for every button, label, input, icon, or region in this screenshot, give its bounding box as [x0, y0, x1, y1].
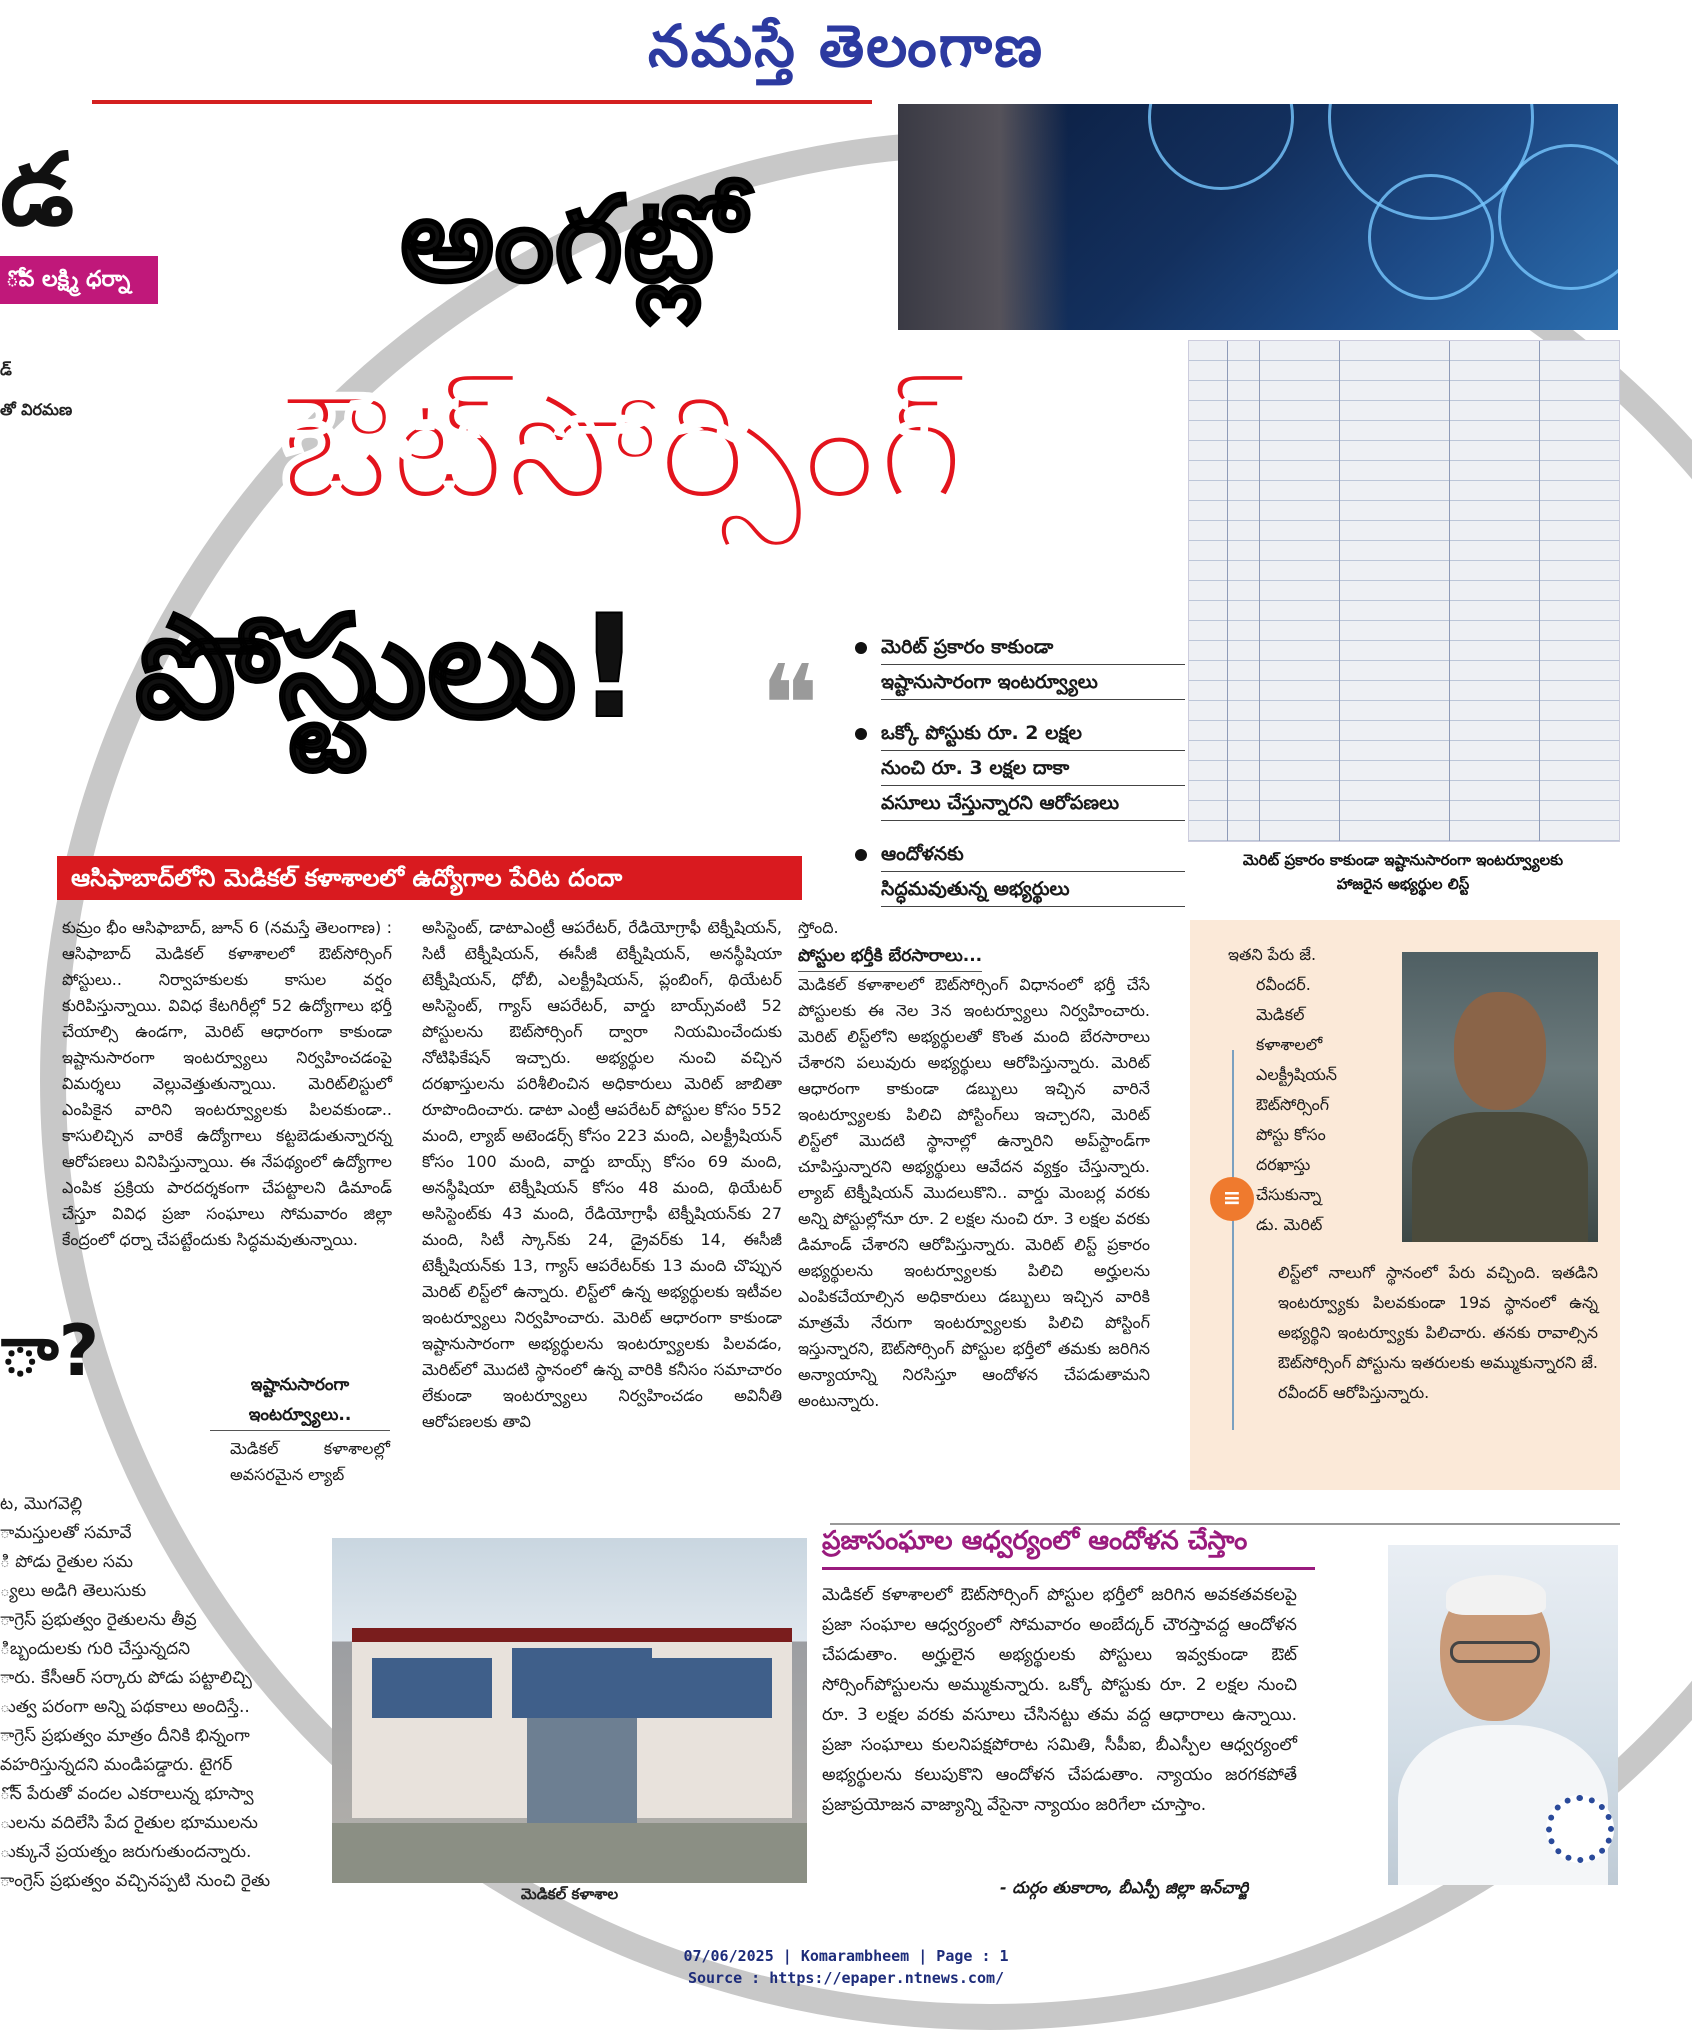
merit-photo-caption	[1188, 848, 1618, 896]
masthead	[0, 0, 1692, 100]
building-window	[512, 1648, 652, 1718]
college-building-photo	[332, 1538, 807, 1883]
left-text-line: ి పోడు రైతుల సమ	[0, 1552, 133, 1572]
bullet-item	[855, 630, 1185, 700]
col3-lead: స్తోంది.	[798, 918, 839, 937]
masthead-title: నమస్తే తెలంగాణ	[648, 12, 1044, 80]
left-text-line: ్యలు అడిగి తెలుసుకు	[0, 1581, 147, 1601]
page-footer	[0, 1945, 1692, 1989]
list-column-rule	[1539, 341, 1540, 841]
tech-header-image	[898, 104, 1618, 330]
left-text-line: ాగ్రెస్ ప్రభుత్వం మాత్రం దీనికి భిన్నంగా	[0, 1726, 250, 1746]
bullet-line: సిద్ధమవుతున్న అభ్యర్థులు	[881, 872, 1185, 907]
list-column-rule	[1449, 341, 1450, 841]
left-fragment-question: ా?	[0, 1310, 100, 1392]
person-line: దరఖాస్తు	[1256, 1155, 1311, 1174]
left-text-line: ాంగ్రెస్ ప్రభుత్వం వచ్చినప్పటి నుంచి రైతు	[0, 1871, 271, 1891]
quote-mark-icon: ❝	[760, 641, 820, 769]
person-photo	[1402, 952, 1598, 1242]
article-column-3	[798, 915, 1150, 1414]
left-text-line: ులను వదిలేసి పేద రైతుల భూములను	[0, 1813, 258, 1833]
person-text-wide: లిస్ట్‌లో నాలుగో స్థానంలో పేరు వచ్చింది. ఇతడిని ఇంటర్వ్యూకు పిలవకుండా 19వ స్థానంలో ఉన్న అభ్యర్థిని ఇంటర్వ్యూకు పిలిచారు. తనకు రావాల్సిన ఔట్‌సోర్సింగ్ పోస్టును ఇతరులకు అమ్ముకున్నారని జే. రవీందర్ ఆరోపిస్తున్నారు.	[1278, 1263, 1598, 1402]
bullet-line: ఒక్కో పోస్టుకు రూ. 2 లక్షల	[881, 716, 1185, 751]
list-column-rule	[1227, 341, 1228, 841]
col3-text: మెడికల్ కళాశాలలో ఔట్‌సోర్సింగ్ విధానంలో భర్తీ చేసే పోస్టులకు ఈ నెల 3న ఇంటర్వ్యూలు నిర్వహించారు. మెరిట్ లిస్ట్‌లోని అభ్యర్థులతో కొంత మంది బేరసారాలు చేశారని పలువురు అభ్యర్థులు ఆరోపిస్తున్నారు. మెరిట్ ఆధారంగా కాకుండా డబ్బులు ఇచ్చిన వారినే ఇంటర్వ్యూలకు పిలిచి పోస్టింగ్‌లు ఇచ్చారని, మెరిట్ లిస్ట్‌లో మొదటి స్థానాల్లో ఉన్నారిని అప్‌స్టాండ్‌గా చూపిస్తున్నారని అభ్యర్థులు ఆవేదన వ్యక్తం చేస్తున్నారు. ల్యాబ్ టెక్నీషియన్ మొదలుకొని.. వార్డు మెంబర్ల వరకు అన్ని పోస్టుల్లోనూ రూ. 2 లక్షల నుంచి రూ. 3 లక్షల వరకు డిమాండ్ చేశారని ఆరోపిస్తున్నారు. మెరిట్ లిస్ట్ ప్రకారం అభ్యర్థులను ఇంటర్వ్యూలకు పిలిచి అర్హులను ఎంపికచేయాల్సిన అధికారులు డబ్బులు ఇచ్చిన వారికి మాత్రమే నేరుగా ఇంటర్వ్యూలకు పిలిచి పోస్టింగ్ ఇస్తున్నారని, ఔట్‌సోర్సింగ్ పోస్టుల భర్తీలో తమకు జరిగిన అన్యాయాన్ని నిరసిస్తూ ఆందోళన చేపడుతామని అంటున్నారు.	[798, 975, 1150, 1410]
col1-subhead	[210, 1370, 390, 1431]
footer-source-line: Source : https://epaper.ntnews.com/	[687, 1969, 1005, 1987]
note-icon: ≡	[1210, 1177, 1254, 1221]
headline-line-1: అంగట్లో	[400, 170, 746, 308]
bullet-line: నుంచి రూ. 3 లక్షల దాకా	[881, 751, 1185, 786]
bullet-line: మెరిట్ ప్రకారం కాకుండా	[881, 630, 1185, 665]
list-column-rule	[1339, 341, 1340, 841]
masthead-rule	[92, 100, 872, 104]
left-text-line: ిబ్బందులకు గురి చేస్తున్నదని	[0, 1639, 191, 1659]
article-column-1	[62, 915, 392, 1253]
person-line: చేసుకున్నా	[1256, 1185, 1322, 1204]
section-divider	[830, 1523, 1620, 1525]
article-col1-text: కుమ్రం భీం ఆసిఫాబాద్, జూన్ 6 (నమస్తే తెలంగాణ) : ఆసిఫాబాద్ మెడికల్ కళాశాలలో ఔట్‌సోర్సింగ్ పోస్టులు.. నిర్వాహకులకు కాసుల వర్షం కురిపిస్తున్నాయి. వివిధ కేటగిరీల్లో 52 ఉద్యోగాలు భర్తీ చేయాల్సి ఉండగా, మెరిట్ ఆధారంగా కాకుండా ఇష్టానుసారంగా ఇంటర్వ్యూలు నిర్వహించడంపై విమర్శలు వెల్లువెత్తుతున్నాయి. మెరిట్‌లిస్టులో ఎంపికైన వారిని ఇంటర్వ్యూలకు పిలవకుండా.. కాసులిచ్చిన వారికే ఉద్యోగాలు కట్టబెడుతున్నారన్న ఆరోపణలు వినిపిస్తున్నాయి. ఈ నేపథ్యంలో ఉద్యోగాల ఎంపిక ప్రక్రియ పారదర్శకంగా చేపట్టాలని డిమాండ్ చేస్తూ వివిధ ప్రజా సంఘాలు సోమవారం జిల్లా కేంద్రంలో ధర్నా చేపట్టేందుకు సిద్ధమవుతున్నాయి.	[62, 918, 392, 1249]
pg-quote-body: మెడికల్ కళాశాలలో ఔట్‌సోర్సింగ్ పోస్టుల భర్తీలో జరిగిన అవకతవకలపై ప్రజా సంఘాల ఆధ్వర్యంలో సోమవారం అంబేద్కర్ చౌరస్తావద్ద ఆందోళన చేపడుతాం. అర్హులైన అభ్యర్థులకు పోస్టులు ఇవ్వకుండా ఔట్ సోర్సింగ్‌పోస్టులను అమ్ముకున్నారు. ఒక్కో పోస్టుకు రూ. 2 లక్షల నుంచి రూ. 3 లక్షల వరకు వసూలు చేసినట్టు తమ వద్ద ఆధారాలు ఉన్నాయి. ప్రజా సంఘాలు కులనిపక్షపోరాట సమితి, సీపీఐ, బీఎస్పీల ఆధ్వర్యంలో అభ్యర్థులను కలుపుకొని ఆందోళన చేపడుతాం. న్యాయం జరగకపోతే ప్రజాప్రయోజన వాజ్యాన్ని వేసైనా న్యాయం జరిగేలా చూస్తాం.	[822, 1585, 1297, 1815]
gear-circle-icon	[1148, 104, 1294, 190]
person-body-shape	[1412, 1112, 1588, 1242]
left-text-line: ట, మొగవెల్లి	[0, 1494, 83, 1514]
left-text-line: ాగ్రెస్ ప్రభుత్వం రైతులను తీవ్ర	[0, 1610, 197, 1630]
rosette-badge-icon	[1546, 1795, 1614, 1863]
glasses-icon	[1450, 1641, 1540, 1663]
person-line: ఔట్‌సోర్సింగ్	[1256, 1095, 1330, 1114]
building-window	[652, 1658, 772, 1718]
hand-shape	[898, 104, 1068, 330]
left-fragment-line1: డ్	[0, 360, 12, 379]
article-column-2: అసిస్టెంట్, డాటాఎంట్రీ ఆపరేటర్, రేడియోగ్రాఫీ టెక్నీషియన్, సిటీ టెక్నీషియన్, ఈసీజీ టెక్నీషియన్, అనస్థీషియా టెక్నీషియన్, ధోబీ, ఎలక్ట్రీషియన్, ప్లంబింగ్, థియేటర్ అసిస్టెంట్, గ్యాస్ ఆపరేటర్, వార్డు బాయ్స్‌వంటి 52 పోస్టులను ఔట్‌సోర్సింగ్ ద్వారా నియమించేందుకు నోటిఫికేషన్ ఇచ్చారు. అభ్యర్థుల నుంచి వచ్చిన దరఖాస్తులను పరిశీలించిన అధికారులు మెరిట్ జాబితా రూపొందించారు. డాటా ఎంట్రీ ఆపరేటర్ పోస్టుల కోసం 552 మంది, ల్యాబ్ అటెండర్స్ కోసం 223 మంది, ఎలక్ట్రీషియన్ కోసం 100 మంది, వార్డు బాయ్స్ కోసం 69 మంది, అనస్థీషియా టెక్నీషియన్ కోసం 48 మంది, థియేటర్ అసిస్టెంట్‌కు 43 మంది, రేడియోగ్రాఫీ టెక్నీషియన్‌కు 27 మంది, సిటీ స్కాన్‌కు 24, డ్రైవర్‌కు 14, ఈసీజీ టెక్నీషియన్‌కు 13, గ్యాస్ ఆపరేటర్‌కు 13 మంది చొప్పున మెరిట్ లిస్ట్‌లో ఉన్నారు. లిస్ట్‌లో ఉన్న అభ్యర్థులకు ఇటీవల ఇంటర్వ్యూలు నిర్వహించారు. మెరిట్ ఆధారంగా కాకుండా ఇష్టానుసారంగా అభ్యర్థులను ఇంటర్వ్యూలకు పిలవడం, మెరిట్‌లో మొదటి స్థానంలో ఉన్న వారికి కనీసం సమాచారం లేకుండా ఇంటర్వ్యూలు నిర్వహించడం అవినీతి ఆరోపణలకు తావి	[422, 918, 782, 1431]
left-text-line: ుక్కునే ప్రయత్నం జరుగుతుందన్నారు.	[0, 1842, 252, 1862]
merit-list-photo	[1188, 340, 1620, 842]
building-roof	[352, 1628, 792, 1642]
col3-subhead: పోస్టుల భర్తీకి బేరసారాలు...	[798, 941, 982, 972]
left-fragment-tag: ోవ లక్ష్మి ధర్నా	[0, 256, 158, 304]
pg-quote-signature: - దుర్గం తుకారాం, బీఎస్పీ జిల్లా ఇన్‌చార్జి	[1000, 1878, 1249, 1897]
col1-tail: మెడికల్ కళాశాలల్లో అవసరమైన ల్యాబ్	[230, 1439, 390, 1484]
person-line: రవీందర్.	[1256, 975, 1311, 994]
left-text-line: ామస్తులతో సమావే	[0, 1523, 132, 1543]
bullet-line: ఆందోళనకు	[881, 837, 1185, 872]
left-fragment-text	[0, 1490, 280, 1896]
building-entrance	[527, 1718, 637, 1828]
person-face-shape	[1454, 992, 1546, 1110]
headline-line-2: ఔట్‌సోర్సింగ్	[280, 360, 965, 534]
left-text-line: ుత్వ పరంగా అన్ని పథకాలు అందిస్తే..	[0, 1697, 250, 1717]
left-text-line: ారు. కేసీఆర్ సర్కారు పోడు పట్టాలిచ్చి	[0, 1668, 252, 1688]
col1-subhead-line1: ఇష్టానుసారంగా	[250, 1375, 350, 1395]
person-line: ఇతని పేరు జే.	[1228, 945, 1317, 964]
bullet-item	[855, 837, 1185, 907]
bullet-line: ఇష్టానుసారంగా ఇంటర్వ్యూలు	[881, 665, 1185, 700]
leader-hair-shape	[1446, 1575, 1546, 1615]
person-line: కళాశాలలో	[1256, 1035, 1323, 1054]
footer-date-line: 07/06/2025 | Komarambheem | Page : 1	[683, 1947, 1009, 1965]
building-window	[372, 1658, 492, 1718]
headline-line-3: పోస్టులు!	[135, 585, 642, 750]
person-text-narrow	[1228, 940, 1398, 1240]
growth-chart-icon	[1368, 174, 1494, 300]
bullet-item	[855, 716, 1185, 821]
person-line: పోస్టు కోసం	[1256, 1125, 1326, 1144]
merit-caption-line-1: మెరిట్ ప్రకారం కాకుండా ఇష్టానుసారంగా ఇంటర్వ్యూలకు	[1242, 851, 1564, 869]
article-kicker-banner: ఆసిఫాబాద్‌లోని మెడికల్ కళాశాలలో ఉద్యోగాల పేరిట దందా	[57, 856, 802, 900]
left-fragment-line2: తో విరమణ	[0, 400, 73, 419]
building-ground	[332, 1823, 807, 1883]
col1-subhead-line2: ఇంటర్వ్యూలు..	[210, 1400, 390, 1431]
left-text-line: వహరిస్తున్నదని మండిపడ్డారు. టైగర్	[0, 1755, 233, 1775]
person-line: డు. మెరిట్	[1256, 1215, 1323, 1234]
person-line: ఎలక్ట్రీషియన్	[1256, 1065, 1338, 1084]
pg-heading-underline	[822, 1567, 1315, 1570]
list-column-rule	[1259, 341, 1260, 841]
merit-caption-line-2: హాజరైన అభ్యర్థుల లిస్ట్	[1336, 875, 1470, 893]
leader-photo	[1388, 1545, 1618, 1885]
bullet-line: వసూలు చేస్తున్నారని ఆరోపణలు	[881, 786, 1185, 821]
quote-bullets	[855, 630, 1185, 923]
building-caption: మెడికల్ కళాశాల	[520, 1885, 619, 1903]
left-fragment-heading: డ	[0, 130, 74, 248]
left-text-line: ోన్ పేరుతో వందల ఎకరాలున్న భూస్వా	[0, 1784, 254, 1804]
pg-quote-heading: ప్రజాసంఘాల ఆధ్వర్యంలో ఆందోళన చేస్తాం	[822, 1526, 1248, 1556]
person-line: మెడికల్	[1256, 1005, 1305, 1024]
